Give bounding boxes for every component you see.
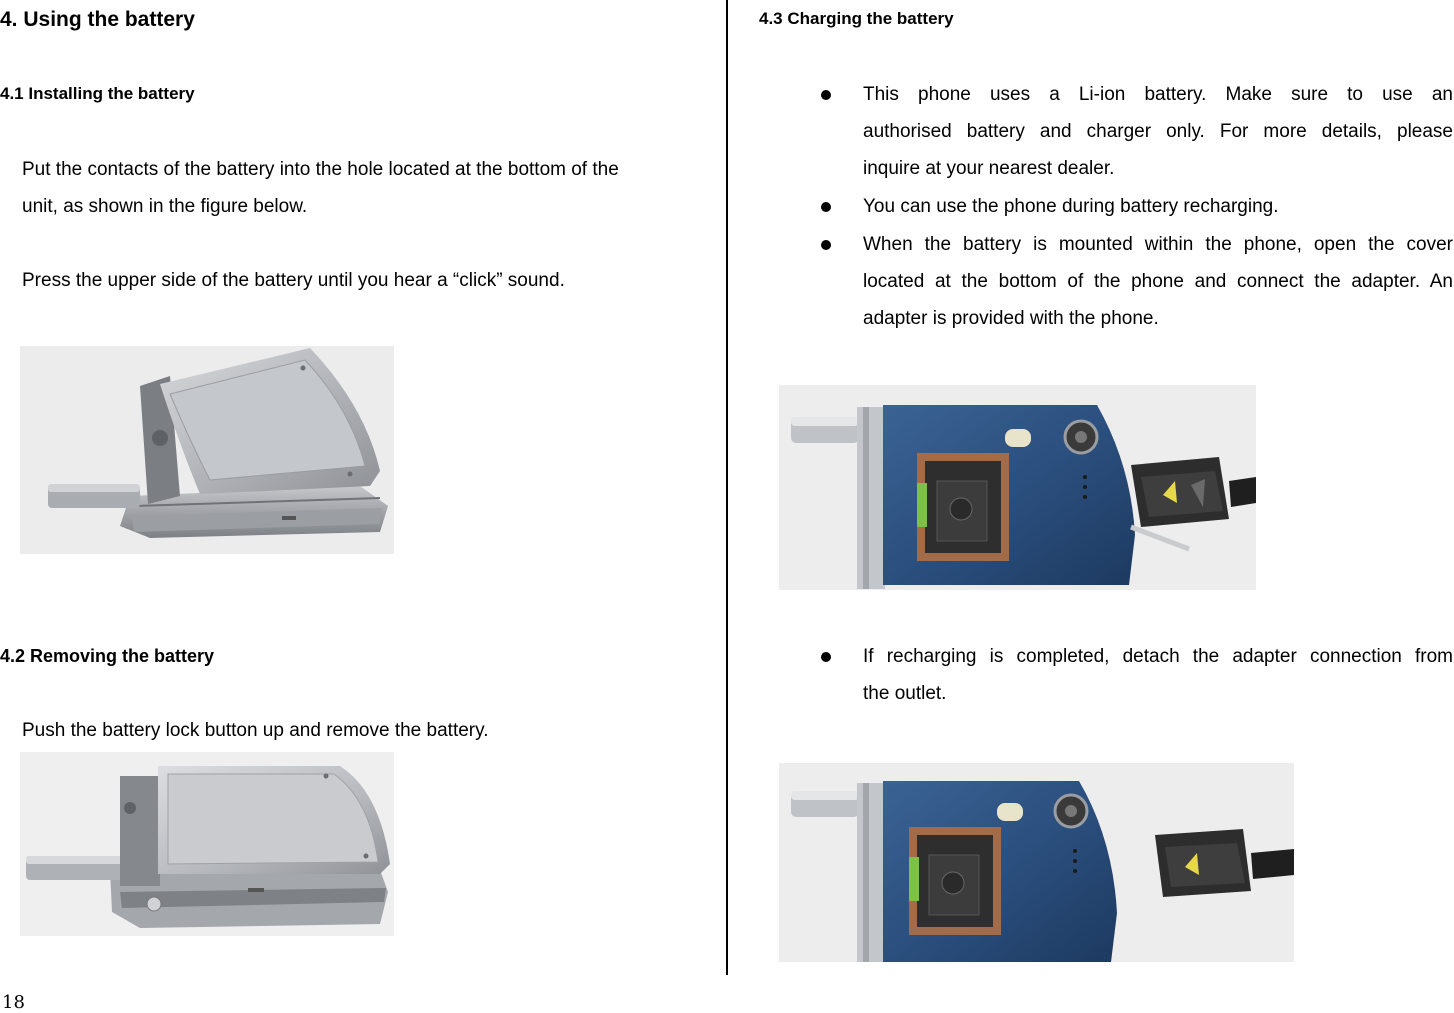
column-divider bbox=[726, 0, 728, 975]
install-text-line3: Press the upper side of the battery until you hear a “click” sound. bbox=[22, 270, 565, 291]
bullet-line: authorised battery and charger only. For more details, please bbox=[863, 121, 1453, 142]
charging-detached-photo bbox=[779, 763, 1294, 962]
section-heading: 4. Using the battery bbox=[0, 8, 195, 31]
install-text-line1: Put the contacts of the battery into the hole located at the bottom of the bbox=[22, 159, 619, 180]
bullet-dot-icon bbox=[821, 188, 831, 225]
bullet-dot-icon bbox=[821, 226, 831, 263]
charging-connected-photo bbox=[779, 385, 1256, 590]
bullet-line: This phone uses a Li-ion battery. Make sure to use an bbox=[863, 84, 1453, 105]
install-text-line2: unit, as shown in the figure below. bbox=[22, 196, 308, 217]
bullet-line: located at the bottom of the phone and connect the adapter. An bbox=[863, 271, 1453, 292]
bullet-item bbox=[863, 188, 1453, 225]
install-heading: 4.1 Installing the battery bbox=[0, 84, 195, 103]
bullet-line: You can use the phone during battery recharging. bbox=[863, 196, 1279, 217]
page-number: 18 bbox=[2, 992, 25, 1013]
bullet-line: If recharging is completed, detach the adapter connection from bbox=[863, 646, 1453, 667]
install-battery-photo bbox=[20, 346, 394, 554]
remove-battery-photo bbox=[20, 752, 394, 936]
bullet-line: When the battery is mounted within the phone, open the cover bbox=[863, 234, 1453, 255]
bullet-dot-icon bbox=[821, 638, 831, 675]
bullet-item bbox=[863, 76, 1453, 187]
bullet-line: the outlet. bbox=[863, 683, 947, 704]
bullet-line: inquire at your nearest dealer. bbox=[863, 158, 1115, 179]
bullet-item bbox=[863, 638, 1453, 712]
bullet-item bbox=[863, 226, 1453, 337]
charging-heading: 4.3 Charging the battery bbox=[759, 9, 954, 28]
remove-heading: 4.2 Removing the battery bbox=[0, 646, 215, 666]
bullet-dot-icon bbox=[821, 76, 831, 113]
remove-text: Push the battery lock button up and remove the battery. bbox=[22, 720, 489, 741]
bullet-line: adapter is provided with the phone. bbox=[863, 308, 1159, 329]
